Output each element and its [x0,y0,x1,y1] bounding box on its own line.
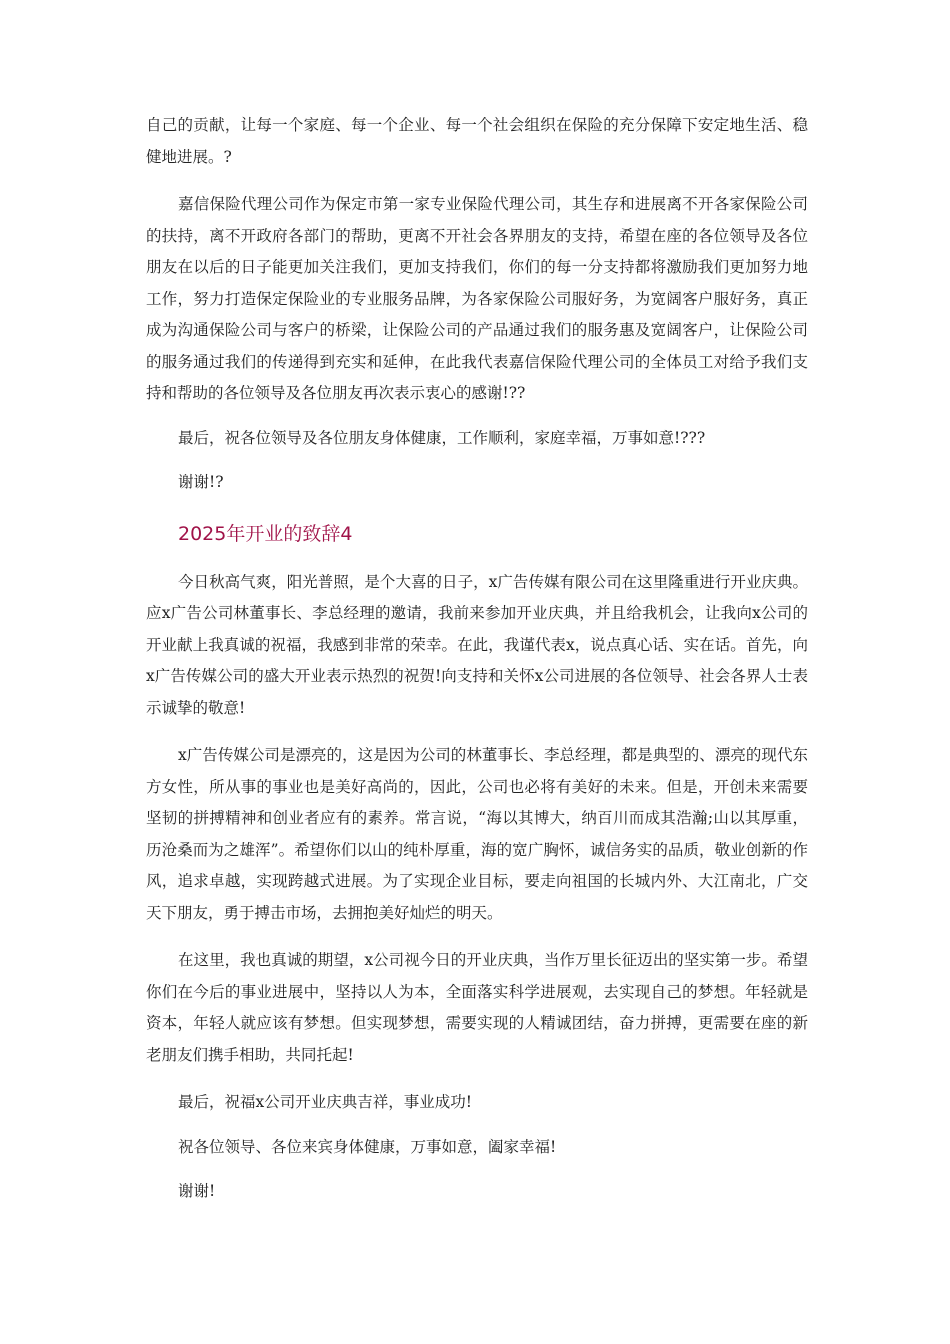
paragraph-final-thanks: 谢谢! [178,1182,216,1200]
paragraph-guest-wishes: 祝各位领导、各位来宾身体健康，万事如意，阖家幸福! [178,1137,557,1156]
paragraph-jiaxin-thanks: 嘉信保险代理公司作为保定市第一家专业保险代理公司，其生存和进展离不开各家保险公司的扶持，离不开政府各部门的帮助，更离不开社会各界朋友的支持，希望在座的各位领导及各位朋友在以后的日子能更加关注我们，更加支持我们，你们的每一分支持都将激励我们更加努力地工作，努力打造保定保险业的专业服务品牌，为各家保险公司服好务，为宽阔客户服好务，真正成为沟通保险公司与客户的桥梁，让保险公司的产品通过我们的服务惠及宽阔客户，让保险公司的服务通过我们的传递得到充实和延伸，在此我代表嘉信保险代理公司的全体员工对给予我们支持和帮助的各位领导及各位朋友再次表示衷心的感谢!?? [146,195,808,402]
paragraph-thank-you: 谢谢!? [178,473,224,491]
paragraph-blessing: 最后，祝福x公司开业庆典吉祥，事业成功! [178,1093,472,1111]
paragraph-contribution-closing: 自己的贡献，让每一个家庭、每一个企业、每一个社会组织在保险的充分保障下安定地生活、稳健地进展。? [146,116,808,166]
paragraph-dreams: 在这里，我也真诚的期望，x公司视今日的开业庆典，当作万里长征迈出的坚实第一步。希望你们在今后的事业进展中，坚持以人为本，全面落实科学进展观，去实现自己的梦想。年轻就是资本，年轻人就应该有梦想。但实现梦想，需要实现的人精诚团结，奋力拼搏，更需要在座的新老朋友们携手相助，共同托起! [146,951,808,1064]
paragraph-opening-ceremony: 今日秋高气爽，阳光普照，是个大喜的日子，x广告传媒有限公司在这里隆重进行开业庆典。应x广告公司林董事长、李总经理的邀请，我前来参加开业庆典，并且给我机会，让我向x公司的开业献上我真诚的祝福，我感到非常的荣幸。在此，我谨代表x，说点真心话、实在话。首先，向x广告传媒公司的盛大开业表示热烈的祝贺!向支持和关怀x公司进展的各位领导、社会各界人士表示诚挚的敬意! [146,572,808,717]
paragraph-wishes: 最后，祝各位领导及各位朋友身体健康，工作顺利，家庭幸福，万事如意!??? [178,428,706,447]
document-page [146,110,808,1208]
paragraph-company-future: x广告传媒公司是漂亮的，这是因为公司的林董事长、李总经理，都是典型的、漂亮的现代东方女性，所从事的事业也是美好高尚的，因此，公司也必将有美好的未来。但是，开创未来需要坚韧的拼搏精神和创业者应有的素养。常言说，“海以其博大，纳百川而成其浩瀚;山以其厚重，历沧桑而为之雄浑”。希望你们以山的纯朴厚重，海的宽广胸怀，诚信务实的品质，敬业创新的作风，追求卓越，实现跨越式进展。为了实现企业目标，要走向祖国的长城内外、大江南北，广交天下朋友，勇于搏击市场，去拥抱美好灿烂的明天。 [146,746,808,922]
section-heading: 2025年开业的致辞4 [178,522,353,545]
